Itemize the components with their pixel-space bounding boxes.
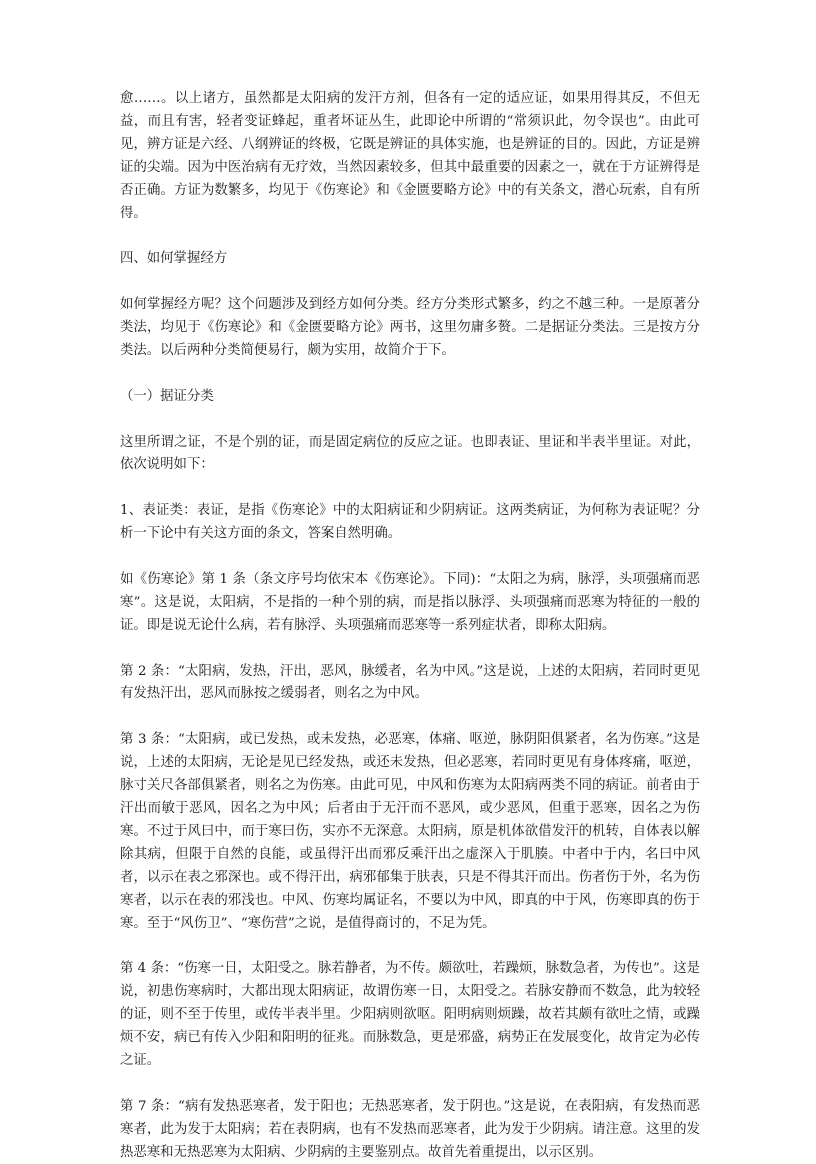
paragraph-article-4: 第 4 条：“伤寒一日，太阳受之。脉若静者，为不传。颇欲吐，若躁烦，脉数急者，为传也”。这是说，初患伤寒病时，大都出现太阳病证，故谓伤寒一日，太阳受之。若脉安静而不数急，此为较轻的证，则不至于传里，或传半表半里。少阳病则欲呕。阳明病则烦躁，故若其颇有欲吐之情，或躁烦不安，病已有传入少阳和阳明的征兆。而脉数急，更是邪盛，病势正在发展变化，故肯定为必传之证。 xyxy=(120,961,700,1068)
paragraph-article-3: 第 3 条：“太阳病，或已发热，或未发热，必恶寒，体痛、呕逆，脉阴阳俱紧者，名为伤寒。”这是说，上述的太阳病，无论是见已经发热，或还未发热，但必恶寒，若同时更见有身体疼痛，呕逆，脉寸关尺各部俱紧者，则名之为伤寒。由此可见，中风和伤寒为太阳病两类不同的病证。前者由于汗出而敏于恶风，因名之为中风；后者由于无汗而不恶风，或少恶风，但重于恶寒，因名之为伤寒。不过于风曰中，而于寒曰伤，实亦不无深意。太阳病，原是机体欲借发汗的机转，自体表以解除其病，但限于自然的良能，或虽得汗出而邪反乘汗出之虚深入于肌腠。中者中于内，名曰中风者，以示在表之邪深也。或不得汗出，病邪郁集于肤表，只是不得其汗而出。伤者伤于外，名为伤寒者，以示在表的邪浅也。中风、伤寒均属证名，不要以为中风，即真的中于风，伤寒即真的伤于寒。至于“风伤卫”、“寒伤营”之说，是值得商讨的，不足为凭。 xyxy=(120,732,700,931)
paragraph-article-1: 如《伤寒论》第 1 条（条文序号均依宋本《伤寒论》。下同)：“太阳之为病，脉浮，头项强痛而恶寒”。这是说，太阳病，不是指的一种个别的病，而是指以脉浮、头项强痛而恶寒为特征的一般的证。即是说无论什么病，若有脉浮、头项强痛而恶寒等一系列症状者，即称太阳病。 xyxy=(120,571,700,633)
paragraph-exterior-syndrome: 1、表证类：表证，是指《伤寒论》中的太阳病证和少阴病证。这两类病证，为何称为表证呢？分析一下论中有关这方面的条文，答案自然明确。 xyxy=(120,503,700,542)
document-page xyxy=(120,88,700,1164)
paragraph-how-to-master: 如何掌握经方呢？这个问题涉及到经方如何分类。经方分类形式繁多，约之不越三种。一是原著分类法，均见于《伤寒论》和《金匮要略方论》两书，这里勿庸多赘。二是据证分类法。三是按方分类法。以后两种分类简便易行，颇为实用，故简介于下。 xyxy=(120,297,700,358)
subsection-heading-by-syndrome: （一）据证分类 xyxy=(120,388,214,404)
paragraph-article-7: 第 7 条：“病有发热恶寒者，发于阳也；无热恶寒者，发于阴也。”这是说，在表阳病，有发热而恶寒者，此为发于太阳病；若在表阴病，也有不发热而恶寒者，此为发于少阴病。请注意。这里的发热恶寒和无热恶寒为太阳病、少阴病的主要鉴别点。故首先着重提出，以示区别。 xyxy=(120,1098,700,1160)
paragraph-article-2: 第 2 条：“太阳病，发热，汗出，恶风，脉缓者，名为中风。”这是说，上述的太阳病，若同时更见有发热汗出，恶风而脉按之缓弱者，则名之为中风。 xyxy=(120,663,700,702)
paragraph-intro-conclusion: 愈……。以上诸方，虽然都是太阳病的发汗方剂，但各有一定的适应证，如果用得其反，不但无益，而且有害，轻者变证蜂起，重者坏证丛生，此即论中所谓的“常须识此，勿令误也”。由此可见，辨方证是六经、八纲辨证的终极，它既是辨证的具体实施，也是辨证的目的。因此，方证是辨证的尖端。因为中医治病有无疗效，当然因素较多，但其中最重要的因素之一，就在于方证辨得是否正确。方证为数繁多，均见于《伤寒论》和《金匮要略方论》中的有关条文，潜心玩索，自有所得。 xyxy=(120,91,700,221)
section-heading-four: 四、如何掌握经方 xyxy=(120,251,228,267)
paragraph-syndrome-definition: 这里所谓之证，不是个别的证，而是固定病位的反应之证。也即表证、里证和半表半里证。对此，依次说明如下： xyxy=(120,434,700,473)
